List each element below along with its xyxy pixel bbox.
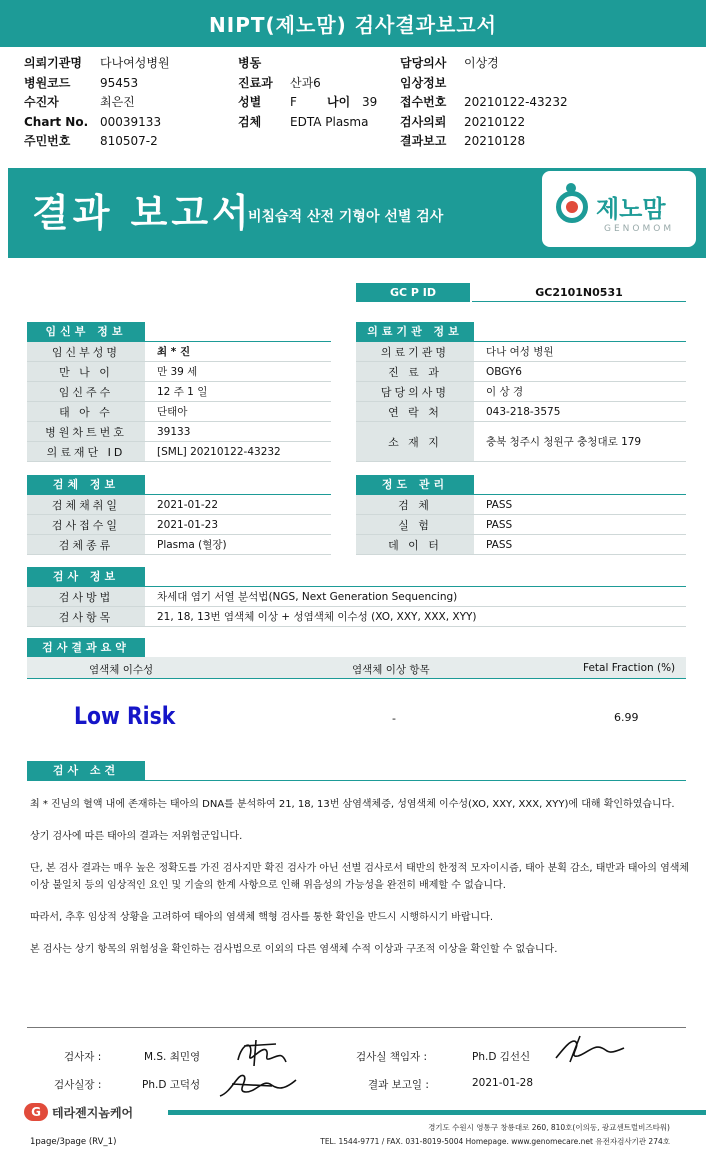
header-field-label: 병원코드 [24, 75, 71, 90]
table-row [356, 422, 686, 462]
header-field [24, 93, 170, 113]
row-value: PASS [486, 498, 513, 511]
findings-paragraph: 따라서, 추후 임상적 상황을 고려하여 태아의 염색체 핵형 검사를 통한 확인을 반드시 시행하시기 바랍니다. [30, 912, 494, 923]
page-number: 1page/3page (RV_1) [30, 1137, 117, 1147]
summary-h-aneuploidy: 염색체 이수성 [89, 664, 154, 676]
table-row [356, 402, 686, 422]
brand-logo-icon: G [24, 1103, 48, 1121]
table-row [27, 607, 686, 627]
row-label: 검체채취일 [27, 495, 145, 514]
header-field-label: 결과보고 [400, 134, 447, 148]
table-row [27, 495, 331, 515]
header-field [400, 113, 568, 133]
header-col-3 [400, 54, 568, 152]
row-value: 2021-01-22 [157, 498, 219, 511]
lab-responsible-label: 검사실 책임자 : [356, 1051, 428, 1063]
row-value: 12 주 1 일 [157, 386, 208, 398]
header-field [24, 132, 170, 152]
row-label: 소 재 지 [356, 422, 474, 461]
tester-signature [232, 1036, 292, 1070]
header-field-label: 검체 [238, 114, 262, 129]
header-field-value: F [290, 95, 297, 109]
row-label: 검 체 [356, 495, 474, 514]
row-value: 차세대 염기 서열 분석법(NGS, Next Generation Sequencing) [157, 591, 458, 603]
row-value: 단태아 [157, 406, 188, 418]
lab-responsible-signature [550, 1034, 630, 1066]
risk-result: Low Risk [74, 702, 176, 730]
gcpid-label: GC P ID [356, 283, 470, 302]
qc-table [356, 495, 686, 555]
specimen-table [27, 495, 331, 555]
header-field-value: 810507-2 [100, 134, 158, 148]
row-label: 검사접수일 [27, 515, 145, 534]
table-row [27, 382, 331, 402]
row-value: Plasma (혈장) [157, 539, 227, 551]
table-row [27, 587, 686, 607]
row-label: 의료재단 ID [27, 442, 145, 461]
section-institution-label: 의료기관 정보 [356, 322, 474, 341]
section-test-label: 검사 정보 [27, 567, 145, 586]
findings-paragraph: 단, 본 검사 결과는 매우 높은 정확도를 가진 검사지만 확진 검사가 아닌 선별 검사로서 태반의 한정적 모자이시즘, 태아 분획 감소, 태반과 태아의 염색체 이상 불일치 등의 임상적인 요인 및 기술의 한계 사항으로 인해 위음성의 가능성을 완전히 배제할 수 없습니다. [30, 863, 690, 891]
header-field [238, 74, 368, 94]
header-field-value: 20210128 [464, 134, 526, 148]
section-summary [27, 638, 686, 658]
header-field [24, 74, 170, 94]
section-findings-label: 검사 소견 [27, 761, 145, 780]
section-specimen [27, 475, 331, 495]
test-table [27, 587, 686, 627]
row-value: 043-218-3575 [486, 405, 561, 418]
report-banner [8, 168, 706, 258]
header-field-value: 20210122 [464, 114, 526, 129]
section-qc [356, 475, 686, 495]
row-label: 연 락 처 [356, 402, 474, 421]
summary-h-abnormal: 염색체 이상 항목 [352, 664, 430, 676]
section-pregnant-label: 임신부 정보 [27, 322, 145, 341]
report-title-bar [0, 0, 706, 47]
header-field-label: 접수번호 [400, 95, 447, 109]
table-row [356, 362, 686, 382]
row-label: 검사항목 [27, 607, 145, 626]
footer-address-line1: 경기도 수원시 영통구 창룡대로 260, 810호(이의동, 광교센트럴비즈타워) [428, 1123, 670, 1132]
table-row [27, 362, 331, 382]
header-field-label: 병동 [238, 56, 262, 70]
row-value: 만 39 세 [157, 366, 198, 378]
header-field-label: Chart No. [24, 114, 89, 129]
row-value: 다나 여성 병원 [486, 346, 554, 358]
header-field [24, 54, 170, 74]
row-label: 진 료 과 [356, 362, 474, 381]
header-field-label: 의뢰기관명 [24, 56, 82, 70]
row-value: 2021-01-23 [157, 518, 219, 531]
banner-subtitle: 비침습적 산전 기형아 선별 검사 [248, 209, 444, 225]
row-value: 충북 청주시 청원구 충청대로 179 [486, 436, 642, 448]
findings-paragraph: 상기 검사에 따른 태아의 결과는 저위험군입니다. [30, 831, 243, 842]
logo-core-icon [566, 201, 578, 213]
logo-en: GENOMOM [604, 224, 675, 234]
header-field [400, 93, 568, 113]
header-field-value: 95453 [100, 75, 139, 90]
footer-address-line2: TEL. 1544-9771 / FAX. 031-8019-5004 Homepage. www.genomecare.net 유전자검사기관 274호 [320, 1137, 670, 1146]
institution-table [356, 342, 686, 462]
header-field-value: EDTA Plasma [290, 114, 369, 129]
header-field-value: 산과6 [290, 75, 321, 90]
lab-head-label: 검사실장 : [54, 1079, 102, 1091]
row-value: 최 * 진 [157, 346, 191, 358]
header-field [238, 54, 368, 74]
age-label: 나이 [327, 95, 351, 109]
header-field [400, 74, 568, 94]
report-date-label: 결과 보고일 : [368, 1079, 429, 1091]
row-label: 임신부성명 [27, 342, 145, 361]
section-test [27, 567, 686, 587]
signature-divider [27, 1027, 686, 1028]
pregnant-table [27, 342, 331, 462]
table-row [356, 515, 686, 535]
row-label: 검사방법 [27, 587, 145, 606]
footer-address [320, 1121, 670, 1149]
row-value: 39133 [157, 425, 191, 438]
header-field-label: 성별 [238, 95, 262, 109]
table-row [356, 535, 686, 555]
gcpid-value: GC2101N0531 [472, 283, 686, 302]
header-field [24, 113, 170, 133]
summary-h-ff: Fetal Fraction (%) [583, 662, 676, 674]
lab-responsible-name: Ph.D 김선신 [472, 1051, 531, 1063]
row-value: [SML] 20210122-43232 [157, 445, 281, 458]
row-value: 21, 18, 13번 염색체 이상 + 성염색체 이수성 (XO, XXY, XXX, XYY) [157, 611, 477, 623]
findings-paragraph: 본 검사는 상기 항목의 위험성을 확인하는 검사법으로 이외의 다른 염색체 수적 이상과 구조적 이상을 확인할 수 없습니다. [30, 944, 558, 955]
header-field-label: 검사의뢰 [400, 114, 447, 129]
section-institution [356, 322, 686, 342]
logo-name: 제노맘 [596, 195, 666, 223]
table-row [27, 535, 331, 555]
row-label: 만 나 이 [27, 362, 145, 381]
footer-bar [168, 1110, 706, 1115]
report-date-value: 2021-01-28 [472, 1077, 534, 1089]
table-row [27, 515, 331, 535]
header-field [238, 113, 368, 133]
header-col-1 [24, 54, 170, 152]
banner-title: 결과 보고서 [32, 191, 253, 235]
findings-text [30, 796, 690, 973]
abnormal-items: - [392, 712, 396, 725]
tester-name: M.S. 최민영 [144, 1051, 201, 1063]
section-findings [27, 761, 686, 781]
row-label: 실 험 [356, 515, 474, 534]
section-pregnant [27, 322, 331, 342]
row-value: PASS [486, 518, 513, 531]
header-field [400, 132, 568, 152]
summary-header [27, 657, 686, 679]
section-qc-label: 정도 관리 [356, 475, 474, 494]
row-label: 검체종류 [27, 535, 145, 554]
table-row [27, 342, 331, 362]
report-title: NIPT(제노맘) 검사결과보고서 [209, 13, 497, 37]
age-field [327, 93, 377, 112]
footer-brand [24, 1103, 133, 1121]
header-field-value: 20210122-43232 [464, 95, 568, 109]
header-field-value: 다나여성병원 [100, 56, 170, 70]
row-value: OBGY6 [486, 365, 522, 378]
lab-head-name: Ph.D 고덕성 [142, 1079, 201, 1091]
header-field-value: 이상경 [464, 56, 499, 70]
row-label: 병원차트번호 [27, 422, 145, 441]
row-label: 의료기관명 [356, 342, 474, 361]
header-field-value: 최은진 [100, 95, 135, 109]
table-row [27, 442, 331, 462]
row-value: PASS [486, 538, 513, 551]
section-summary-label: 검사결과요약 [27, 638, 145, 657]
genomom-logo [542, 171, 696, 247]
header-field-label: 주민번호 [24, 134, 71, 148]
findings-paragraph: 최 * 진님의 혈액 내에 존재하는 태아의 DNA를 분석하여 21, 18, 13번 삼염색체증, 성염색체 이수성(XO, XXY, XXX, XYY)에 대해 확인하였습니다. [30, 799, 675, 810]
row-value: 이 상 경 [486, 386, 524, 398]
header-field-label: 담당의사 [400, 56, 447, 70]
table-row [356, 495, 686, 515]
header-field [400, 54, 568, 74]
lab-head-signature [212, 1066, 302, 1104]
header-field-label: 임상정보 [400, 75, 447, 90]
row-label: 데 이 터 [356, 535, 474, 554]
brand-name: 테라젠지놈케어 [52, 1105, 134, 1120]
section-specimen-label: 검체 정보 [27, 475, 145, 494]
table-row [27, 422, 331, 442]
row-label: 태 아 수 [27, 402, 145, 421]
age-value: 39 [362, 95, 378, 109]
table-row [356, 382, 686, 402]
header-field-label: 진료과 [238, 75, 273, 90]
header-field-label: 수진자 [24, 95, 59, 109]
header-field-value: 00039133 [100, 114, 162, 129]
row-label: 담당의사명 [356, 382, 474, 401]
fetal-fraction-value: 6.99 [614, 711, 639, 724]
table-row [356, 342, 686, 362]
tester-label: 검사자 : [64, 1051, 102, 1063]
table-row [27, 402, 331, 422]
row-label: 임신주수 [27, 382, 145, 401]
